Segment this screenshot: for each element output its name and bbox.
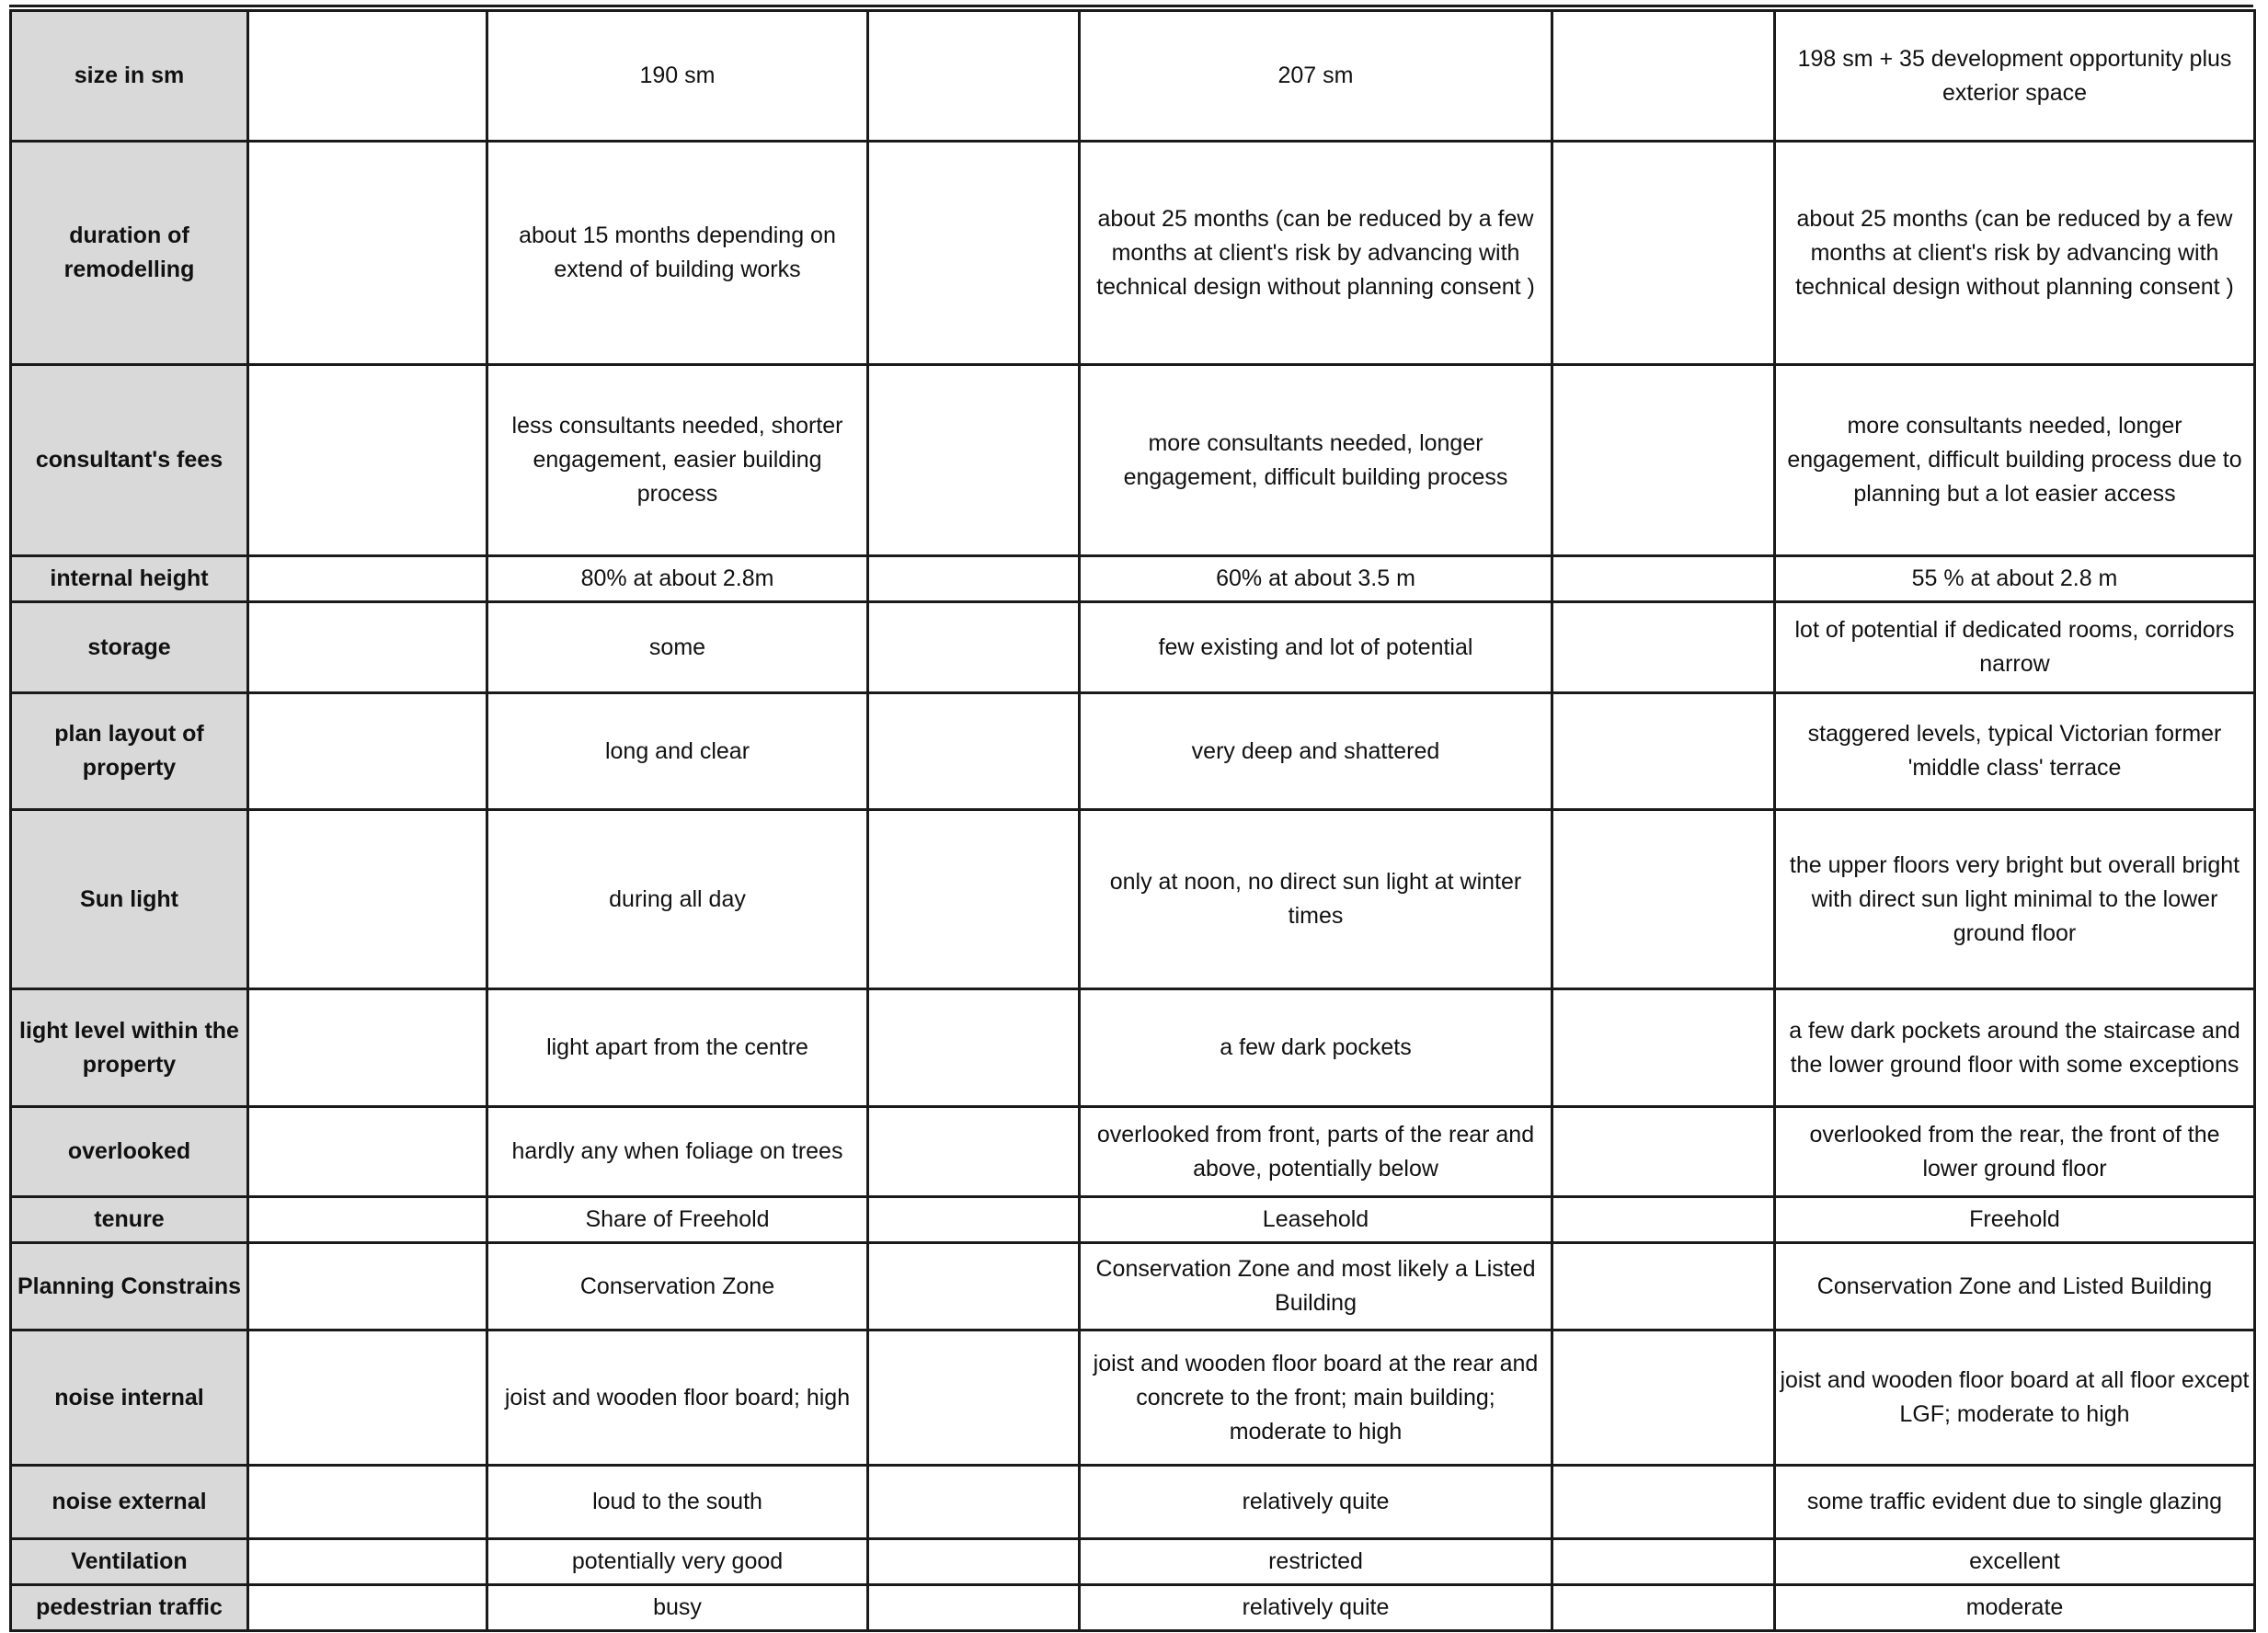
option-c-cell: joist and wooden floor board at all floor except LGF; moderate to high [1775, 1330, 2255, 1466]
empty-cell [248, 1466, 487, 1539]
empty-cell [248, 989, 487, 1107]
option-c-cell: moderate [1775, 1585, 2255, 1631]
empty-cell [868, 1243, 1080, 1330]
empty-cell [248, 1539, 487, 1585]
empty-cell [248, 142, 487, 365]
option-c-cell: about 25 months (can be reduced by a few months at client's risk by advancing with technical design without planning consent ) [1775, 142, 2255, 365]
table-row [11, 1330, 2255, 1466]
empty-cell [1552, 1585, 1775, 1631]
row-label: pedestrian traffic [11, 1585, 248, 1631]
option-a-cell: Share of Freehold [487, 1197, 868, 1243]
empty-cell [1552, 1466, 1775, 1539]
empty-cell [868, 1539, 1080, 1585]
option-c-cell: more consultants needed, longer engagement, difficult building process due to planning but a lot easier access [1775, 365, 2255, 556]
empty-cell [248, 1243, 487, 1330]
empty-cell [868, 989, 1080, 1107]
option-b-cell: restricted [1080, 1539, 1552, 1585]
table-row [11, 1243, 2255, 1330]
row-label: tenure [11, 1197, 248, 1243]
option-c-cell: staggered levels, typical Victorian former 'middle class' terrace [1775, 693, 2255, 810]
option-b-cell: more consultants needed, longer engagement, difficult building process [1080, 365, 1552, 556]
row-label: light level within the property [11, 989, 248, 1107]
option-c-cell: Conservation Zone and Listed Building [1775, 1243, 2255, 1330]
table-row [11, 11, 2255, 142]
table-row [11, 1539, 2255, 1585]
empty-cell [868, 1107, 1080, 1197]
row-label: noise external [11, 1466, 248, 1539]
option-a-cell: loud to the south [487, 1466, 868, 1539]
option-c-cell: 55 % at about 2.8 m [1775, 556, 2255, 602]
option-b-cell: joist and wooden floor board at the rear and concrete to the front; main building; moderate to high [1080, 1330, 1552, 1466]
empty-cell [868, 1585, 1080, 1631]
option-b-cell: only at noon, no direct sun light at winter times [1080, 810, 1552, 989]
empty-cell [868, 365, 1080, 556]
empty-cell [1552, 810, 1775, 989]
empty-cell [1552, 556, 1775, 602]
option-a-cell: about 15 months depending on extend of building works [487, 142, 868, 365]
option-c-cell: some traffic evident due to single glazing [1775, 1466, 2255, 1539]
empty-cell [1552, 693, 1775, 810]
empty-cell [868, 693, 1080, 810]
table-row [11, 602, 2255, 693]
option-b-cell: about 25 months (can be reduced by a few months at client's risk by advancing with technical design without planning consent ) [1080, 142, 1552, 365]
option-b-cell: relatively quite [1080, 1466, 1552, 1539]
table-row [11, 693, 2255, 810]
empty-cell [248, 1330, 487, 1466]
option-a-cell: 80% at about 2.8m [487, 556, 868, 602]
empty-cell [1552, 989, 1775, 1107]
option-b-cell: few existing and lot of potential [1080, 602, 1552, 693]
empty-cell [1552, 602, 1775, 693]
row-label: Planning Constrains [11, 1243, 248, 1330]
table-row [11, 142, 2255, 365]
row-label: duration of remodelling [11, 142, 248, 365]
empty-cell [248, 1585, 487, 1631]
empty-cell [1552, 1243, 1775, 1330]
empty-cell [1552, 1539, 1775, 1585]
option-a-cell: during all day [487, 810, 868, 989]
option-c-cell: a few dark pockets around the staircase and the lower ground floor with some exceptions [1775, 989, 2255, 1107]
row-label: consultant's fees [11, 365, 248, 556]
row-label: storage [11, 602, 248, 693]
row-label: Ventilation [11, 1539, 248, 1585]
top-border [9, 0, 2253, 7]
option-b-cell: relatively quite [1080, 1585, 1552, 1631]
empty-cell [868, 11, 1080, 142]
empty-cell [868, 1466, 1080, 1539]
table-row [11, 1107, 2255, 1197]
empty-cell [1552, 365, 1775, 556]
empty-cell [248, 365, 487, 556]
option-c-cell: overlooked from the rear, the front of the lower ground floor [1775, 1107, 2255, 1197]
empty-cell [1552, 1107, 1775, 1197]
empty-cell [248, 1107, 487, 1197]
table-row [11, 989, 2255, 1107]
empty-cell [868, 602, 1080, 693]
empty-cell [1552, 11, 1775, 142]
option-a-cell: less consultants needed, shorter engagement, easier building process [487, 365, 868, 556]
option-b-cell: very deep and shattered [1080, 693, 1552, 810]
option-b-cell: overlooked from front, parts of the rear and above, potentially below [1080, 1107, 1552, 1197]
option-c-cell: the upper floors very bright but overall bright with direct sun light minimal to the lower ground floor [1775, 810, 2255, 989]
row-label: Sun light [11, 810, 248, 989]
empty-cell [1552, 1330, 1775, 1466]
option-a-cell: Conservation Zone [487, 1243, 868, 1330]
option-c-cell: excellent [1775, 1539, 2255, 1585]
table-row [11, 1585, 2255, 1631]
table-row [11, 1197, 2255, 1243]
option-a-cell: busy [487, 1585, 868, 1631]
option-b-cell: Leasehold [1080, 1197, 1552, 1243]
row-label: size in sm [11, 11, 248, 142]
row-label: plan layout of property [11, 693, 248, 810]
empty-cell [248, 810, 487, 989]
row-label: noise internal [11, 1330, 248, 1466]
empty-cell [248, 556, 487, 602]
option-a-cell: some [487, 602, 868, 693]
option-b-cell: 60% at about 3.5 m [1080, 556, 1552, 602]
option-a-cell: joist and wooden floor board; high [487, 1330, 868, 1466]
empty-cell [248, 11, 487, 142]
option-a-cell: light apart from the centre [487, 989, 868, 1107]
empty-cell [248, 1197, 487, 1243]
empty-cell [1552, 1197, 1775, 1243]
table-row [11, 1466, 2255, 1539]
comparison-table [9, 9, 2256, 1632]
option-a-cell: hardly any when foliage on trees [487, 1107, 868, 1197]
empty-cell [868, 810, 1080, 989]
table-row [11, 810, 2255, 989]
row-label: overlooked [11, 1107, 248, 1197]
option-c-cell: 198 sm + 35 development opportunity plus exterior space [1775, 11, 2255, 142]
option-c-cell: lot of potential if dedicated rooms, corridors narrow [1775, 602, 2255, 693]
option-a-cell: 190 sm [487, 11, 868, 142]
empty-cell [248, 693, 487, 810]
option-b-cell: a few dark pockets [1080, 989, 1552, 1107]
empty-cell [248, 602, 487, 693]
option-a-cell: long and clear [487, 693, 868, 810]
row-label: internal height [11, 556, 248, 602]
table-row [11, 365, 2255, 556]
empty-cell [868, 1330, 1080, 1466]
empty-cell [868, 556, 1080, 602]
option-a-cell: potentially very good [487, 1539, 868, 1585]
option-b-cell: 207 sm [1080, 11, 1552, 142]
empty-cell [868, 142, 1080, 365]
table-row [11, 556, 2255, 602]
empty-cell [1552, 142, 1775, 365]
option-c-cell: Freehold [1775, 1197, 2255, 1243]
empty-cell [868, 1197, 1080, 1243]
option-b-cell: Conservation Zone and most likely a Listed Building [1080, 1243, 1552, 1330]
